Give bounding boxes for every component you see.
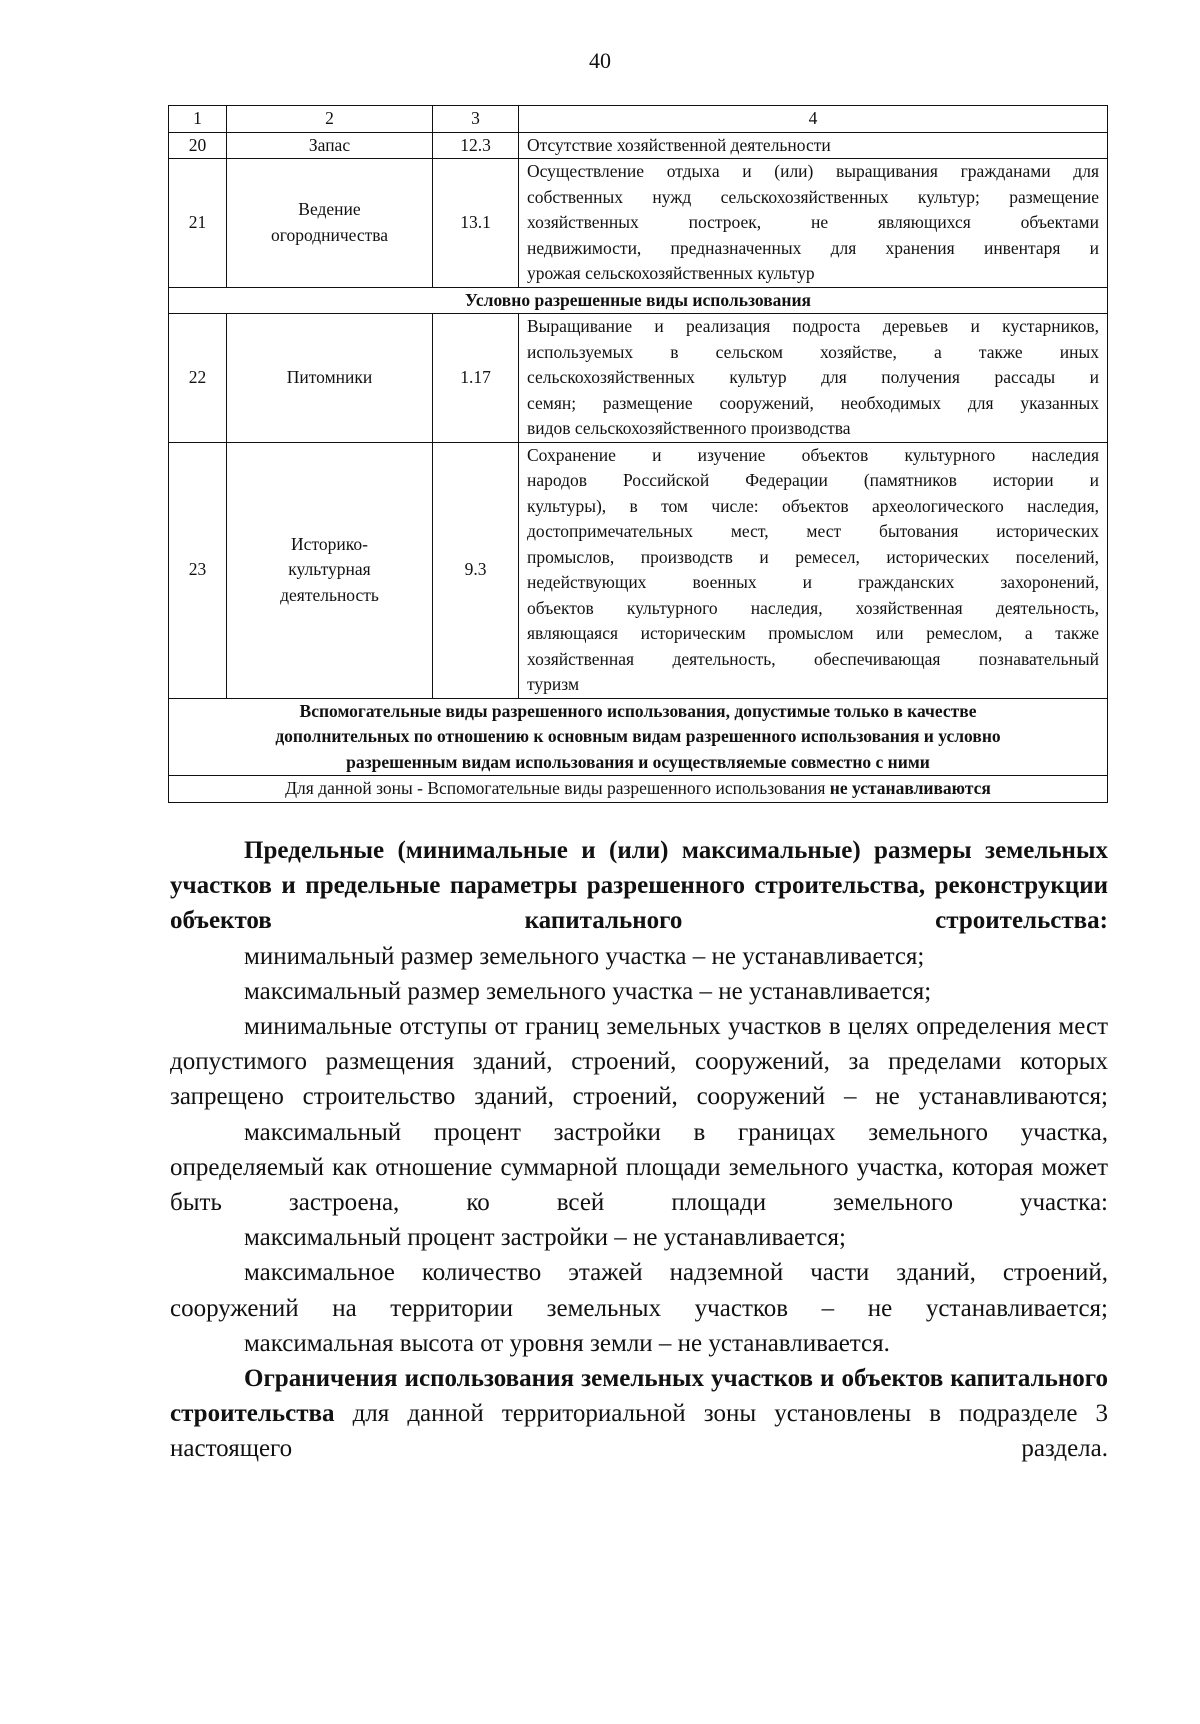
section-auxiliary-line: разрешенным видам использования и осуществляемые совместно с ними xyxy=(346,751,930,772)
page-number: 40 xyxy=(589,48,611,73)
row-description xyxy=(519,159,1108,288)
section-conditional-heading: Условно разрешенные виды использования xyxy=(169,287,1108,314)
row-name-line: Ведение xyxy=(298,199,361,220)
desc-line: сельскохозяйственных культур для получения рассады и xyxy=(527,367,1099,387)
table-row xyxy=(169,132,1108,159)
desc-line: видов сельскохозяйственного производства xyxy=(527,418,851,438)
table-row xyxy=(169,159,1108,288)
desc-line: являющаяся историческим промыслом или ремеслом, а также xyxy=(527,623,1099,643)
row-name xyxy=(227,442,433,698)
desc-line: хозяйственная деятельность, обеспечивающая познавательный xyxy=(527,648,1099,669)
row-code: 1.17 xyxy=(433,314,519,443)
row-description xyxy=(519,132,1108,159)
desc-line: хозяйственных построек, не являющихся объектами xyxy=(527,212,1099,232)
row-number: 21 xyxy=(169,159,227,288)
row-name-line: культурная xyxy=(288,559,371,580)
restrictions-emphasis: Ограничения использования земельных участков и объектов капитального строительства xyxy=(170,1365,1108,1428)
row-code: 9.3 xyxy=(433,442,519,698)
row-code: 13.1 xyxy=(433,159,519,288)
desc-line: Отсутствие хозяйственной деятельности xyxy=(527,134,831,155)
desc-line: урожая сельскохозяйственных культур xyxy=(527,263,815,283)
paragraph-max-height: максимальная высота от уровня земли – не устанавливается. xyxy=(244,1329,890,1357)
row-name-line: деятельность xyxy=(280,584,379,605)
row-name-line: Питомники xyxy=(286,367,373,387)
section-auxiliary-line: дополнительных по отношению к основным видам разрешенного использования и условно xyxy=(275,726,1001,746)
desc-line: народов Российской Федерации (памятников истории и xyxy=(527,470,1099,490)
desc-line: недействующих военных и гражданских захоронений, xyxy=(527,572,1099,592)
desc-line: Осуществление отдыха и (или) выращивания гражданами для xyxy=(527,161,1099,181)
desc-line: недвижимости, предназначенных для хранения инвентаря и xyxy=(527,237,1099,258)
paragraph-setbacks: минимальные отступы от границ земельных участков в целях определения мест допустимого размещения зданий, строений, сооружений, за пределами которых запрещено строительство зданий, строений, сооружений – не устанавливаются; xyxy=(170,1013,1108,1111)
auxiliary-note-text: Для данной зоны - Вспомогательные виды разрешенного использования xyxy=(285,778,830,798)
header-cell: 3 xyxy=(433,106,519,133)
desc-line: достопримечательных мест, мест бытования исторических xyxy=(527,521,1099,541)
paragraph-max-size: максимальный размер земельного участка – не устанавливается; xyxy=(244,977,932,1005)
desc-line: Выращивание и реализация подроста деревьев и кустарников, xyxy=(527,316,1099,336)
section-auxiliary-line: Вспомогательные виды разрешенного использования, допустимые только в качестве xyxy=(299,700,977,721)
desc-line: культуры), в том числе: объектов археологического наследия, xyxy=(527,495,1099,516)
row-description xyxy=(519,442,1108,698)
section-heading-row xyxy=(169,698,1108,776)
auxiliary-note-emphasis: не устанавливаются xyxy=(829,778,991,798)
header-cell: 2 xyxy=(227,106,433,133)
paragraph-min-size: минимальный размер земельного участка – не устанавливается; xyxy=(244,942,925,970)
row-name-line: огородничества xyxy=(270,224,389,245)
desc-line: собственных нужд сельскохозяйственных культур; размещение xyxy=(527,186,1099,207)
row-number: 20 xyxy=(169,132,227,159)
desc-line: семян; размещение сооружений, необходимых для указанных xyxy=(527,392,1099,413)
auxiliary-note xyxy=(169,776,1108,803)
land-use-table xyxy=(168,105,1108,803)
header-cell: 1 xyxy=(169,106,227,133)
desc-line: промыслов, производств и ремесел, исторических поселений, xyxy=(527,546,1099,567)
desc-line: Сохранение и изучение объектов культурного наследия xyxy=(527,444,1099,465)
section-heading-row xyxy=(169,287,1108,314)
row-name-line: Историко- xyxy=(291,533,368,554)
row-name xyxy=(227,159,433,288)
auxiliary-note-row xyxy=(169,776,1108,803)
paragraph-coverage-definition: максимальный процент застройки в границах земельного участка, определяемый как отношение суммарной площади земельного участка, которая может быть застроена, ко всей площади земельного участка: xyxy=(170,1118,1108,1217)
paragraph-max-floors: максимальное количество этажей надземной части зданий, строений, сооружений на территории земельных участков – не устанавливается; xyxy=(170,1259,1108,1322)
table-row xyxy=(169,442,1108,698)
row-number: 23 xyxy=(169,442,227,698)
row-description xyxy=(519,314,1108,443)
limits-section xyxy=(170,833,1108,1467)
row-code: 12.3 xyxy=(433,132,519,159)
row-name xyxy=(227,314,433,443)
row-name xyxy=(227,132,433,159)
desc-line: туризм xyxy=(527,674,580,694)
desc-line: используемых в сельском хозяйстве, а также иных xyxy=(527,341,1099,362)
desc-line: объектов культурного наследия, хозяйственная деятельность, xyxy=(527,597,1099,618)
table-header-row xyxy=(169,106,1108,133)
table-row xyxy=(169,314,1108,443)
row-number: 22 xyxy=(169,314,227,443)
limits-heading: Предельные (минимальные и (или) максимальные) размеры земельных участков и предельные параметры разрешенного строительства, реконструкции объектов капитального строительства: xyxy=(170,837,1108,935)
restrictions-text: для данной территориальной зоны установлены в подразделе 3 настоящего раздела. xyxy=(170,1400,1108,1463)
paragraph-restrictions xyxy=(170,1361,1108,1467)
paragraph-max-coverage: максимальный процент застройки – не устанавливается; xyxy=(244,1224,846,1252)
row-name-line: Запас xyxy=(308,134,351,155)
header-cell: 4 xyxy=(519,106,1108,133)
section-auxiliary-heading xyxy=(169,698,1108,776)
